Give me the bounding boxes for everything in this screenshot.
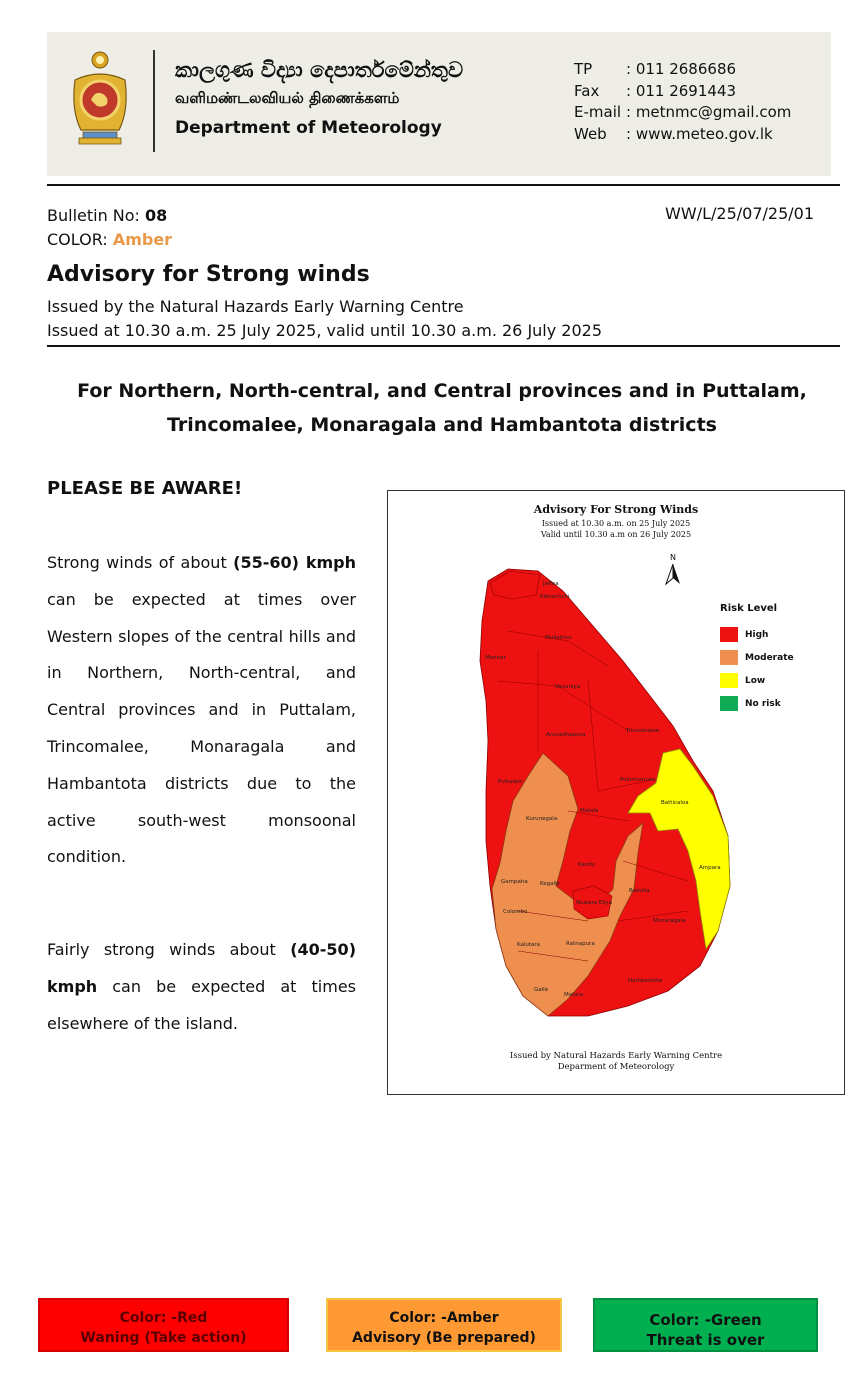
contact-fax: Fax : 011 2691443 [574,81,737,100]
label-gampaha: Gampaha [501,879,528,885]
label-matara: Matara [564,992,584,998]
label-batticaloa: Batticaloa [661,800,689,806]
footer-amber-advisory: Color: -Amber Advisory (Be prepared) [326,1298,562,1352]
footer-red-warning: Color: -Red Waning (Take action) [38,1298,289,1352]
issued-at: Issued at 10.30 a.m. 25 July 2025, valid until 10.30 a.m. 26 July 2025 [47,321,603,340]
label-hambantota: Hambantota [628,978,663,984]
affected-regions: For Northern, North-central, and Central provinces and in Puttalam, Trincomalee, Monaragala and Hambantota districts [77,380,807,436]
aware-heading: PLEASE BE AWARE! [47,478,243,499]
bulletin-number: Bulletin No: 08 [47,206,168,225]
org-name-tamil: வளிமண்டலவியல் திணைக்களம் [175,89,400,107]
label-mannar: Mannar [485,655,506,661]
sri-lanka-map [388,491,844,1094]
label-anuradhapura: Anuradhapura [546,732,586,738]
bulletin-meta [47,204,172,252]
issue-info [47,295,602,343]
label-colombo: Colombo [503,909,528,915]
label-kilinochchi: Kilinochchi [540,594,570,600]
title-rule [47,345,840,347]
contact-email: E-mail : metnmc@gmail.com [574,103,792,121]
legend-item-high: High [720,623,794,646]
label-monaragala: Monaragala [653,918,686,924]
paragraph-strong-winds: Strong winds of about (55-60) kmph can be expected at times over Western slopes of the central hills and in Northern, North-central, and Central provinces and in Puttalam, Trincomalee, Monaragala and Hambantota districts due to the active south-west monsoonal condition. [47,553,356,867]
legend-title: Risk Level [720,603,778,614]
label-galle: Galle [534,987,549,993]
label-kurunegala: Kurunegala [526,816,558,822]
label-kalutara: Kalutara [517,942,541,948]
letterhead [47,32,831,176]
map-valid: Valid until 10.30 a.m on 26 July 2025 [540,530,692,539]
legend-item-low: Low [720,669,794,692]
contact-details [574,59,791,145]
label-badulla: Badulla [629,888,650,894]
label-nuwara-eliya: Nuwara Eliya [576,900,613,906]
top-rule [47,184,840,186]
issued-by: Issued by the Natural Hazards Early Warning Centre [47,297,464,316]
header-divider [153,50,155,152]
organization-names [175,58,463,138]
label-polonnaruwa: Polonnaruwa [620,777,656,783]
map-footer: Issued by Natural Hazards Early Warning Centre Deparment of Meteorology [509,1051,723,1072]
bulletin-color: COLOR: Amber [47,230,173,249]
legend-swatch-no-risk [720,696,738,711]
label-matale: Matale [580,808,599,814]
legend-item-moderate: Moderate [720,646,794,669]
label-vavuniya: Vavuniya [555,684,581,690]
label-trincomalee: Trincomalee [626,728,660,734]
north-arrow: N [664,553,682,588]
map-legend [720,603,794,715]
map-issued: Issued at 10.30 a.m. on 25 July 2025 [541,519,691,528]
org-name-english: Department of Meteorology [175,118,442,138]
label-puttalam: Puttalam [498,779,523,785]
label-kegalle: Kegalle [540,881,561,887]
map-title: Advisory For Strong Winds [533,503,699,516]
contact-tp: TP : 011 2686686 [574,60,737,78]
label-ampara: Ampara [699,865,721,871]
footer-green-over: Color: -Green Threat is over [593,1298,818,1352]
contact-web: Web : www.meteo.gov.lk [574,124,773,143]
bulletin-reference: WW/L/25/07/25/01 [665,204,814,223]
label-jaffna: Jaffna [543,581,559,587]
org-name-sinhala: කාලගුණ විද්‍යා දෙපාර්තමේන්තුව [175,58,464,82]
label-kandy: Kandy [578,862,596,868]
legend-item-no-risk: No risk [720,692,794,715]
page-title: Advisory for Strong winds [47,262,370,287]
paragraph-fairly-strong-winds: Fairly strong winds about (40-50) kmph can be expected at times elsewhere of the island. [47,940,356,1033]
label-mullaitivu: Mullaitivu [545,635,572,641]
label-ratnapura: Ratnapura [566,941,595,947]
sri-lanka-emblem-icon [67,50,133,148]
legend-swatch-high [720,627,738,642]
legend-swatch-low [720,673,738,688]
advisory-map [387,490,845,1095]
legend-swatch-moderate [720,650,738,665]
